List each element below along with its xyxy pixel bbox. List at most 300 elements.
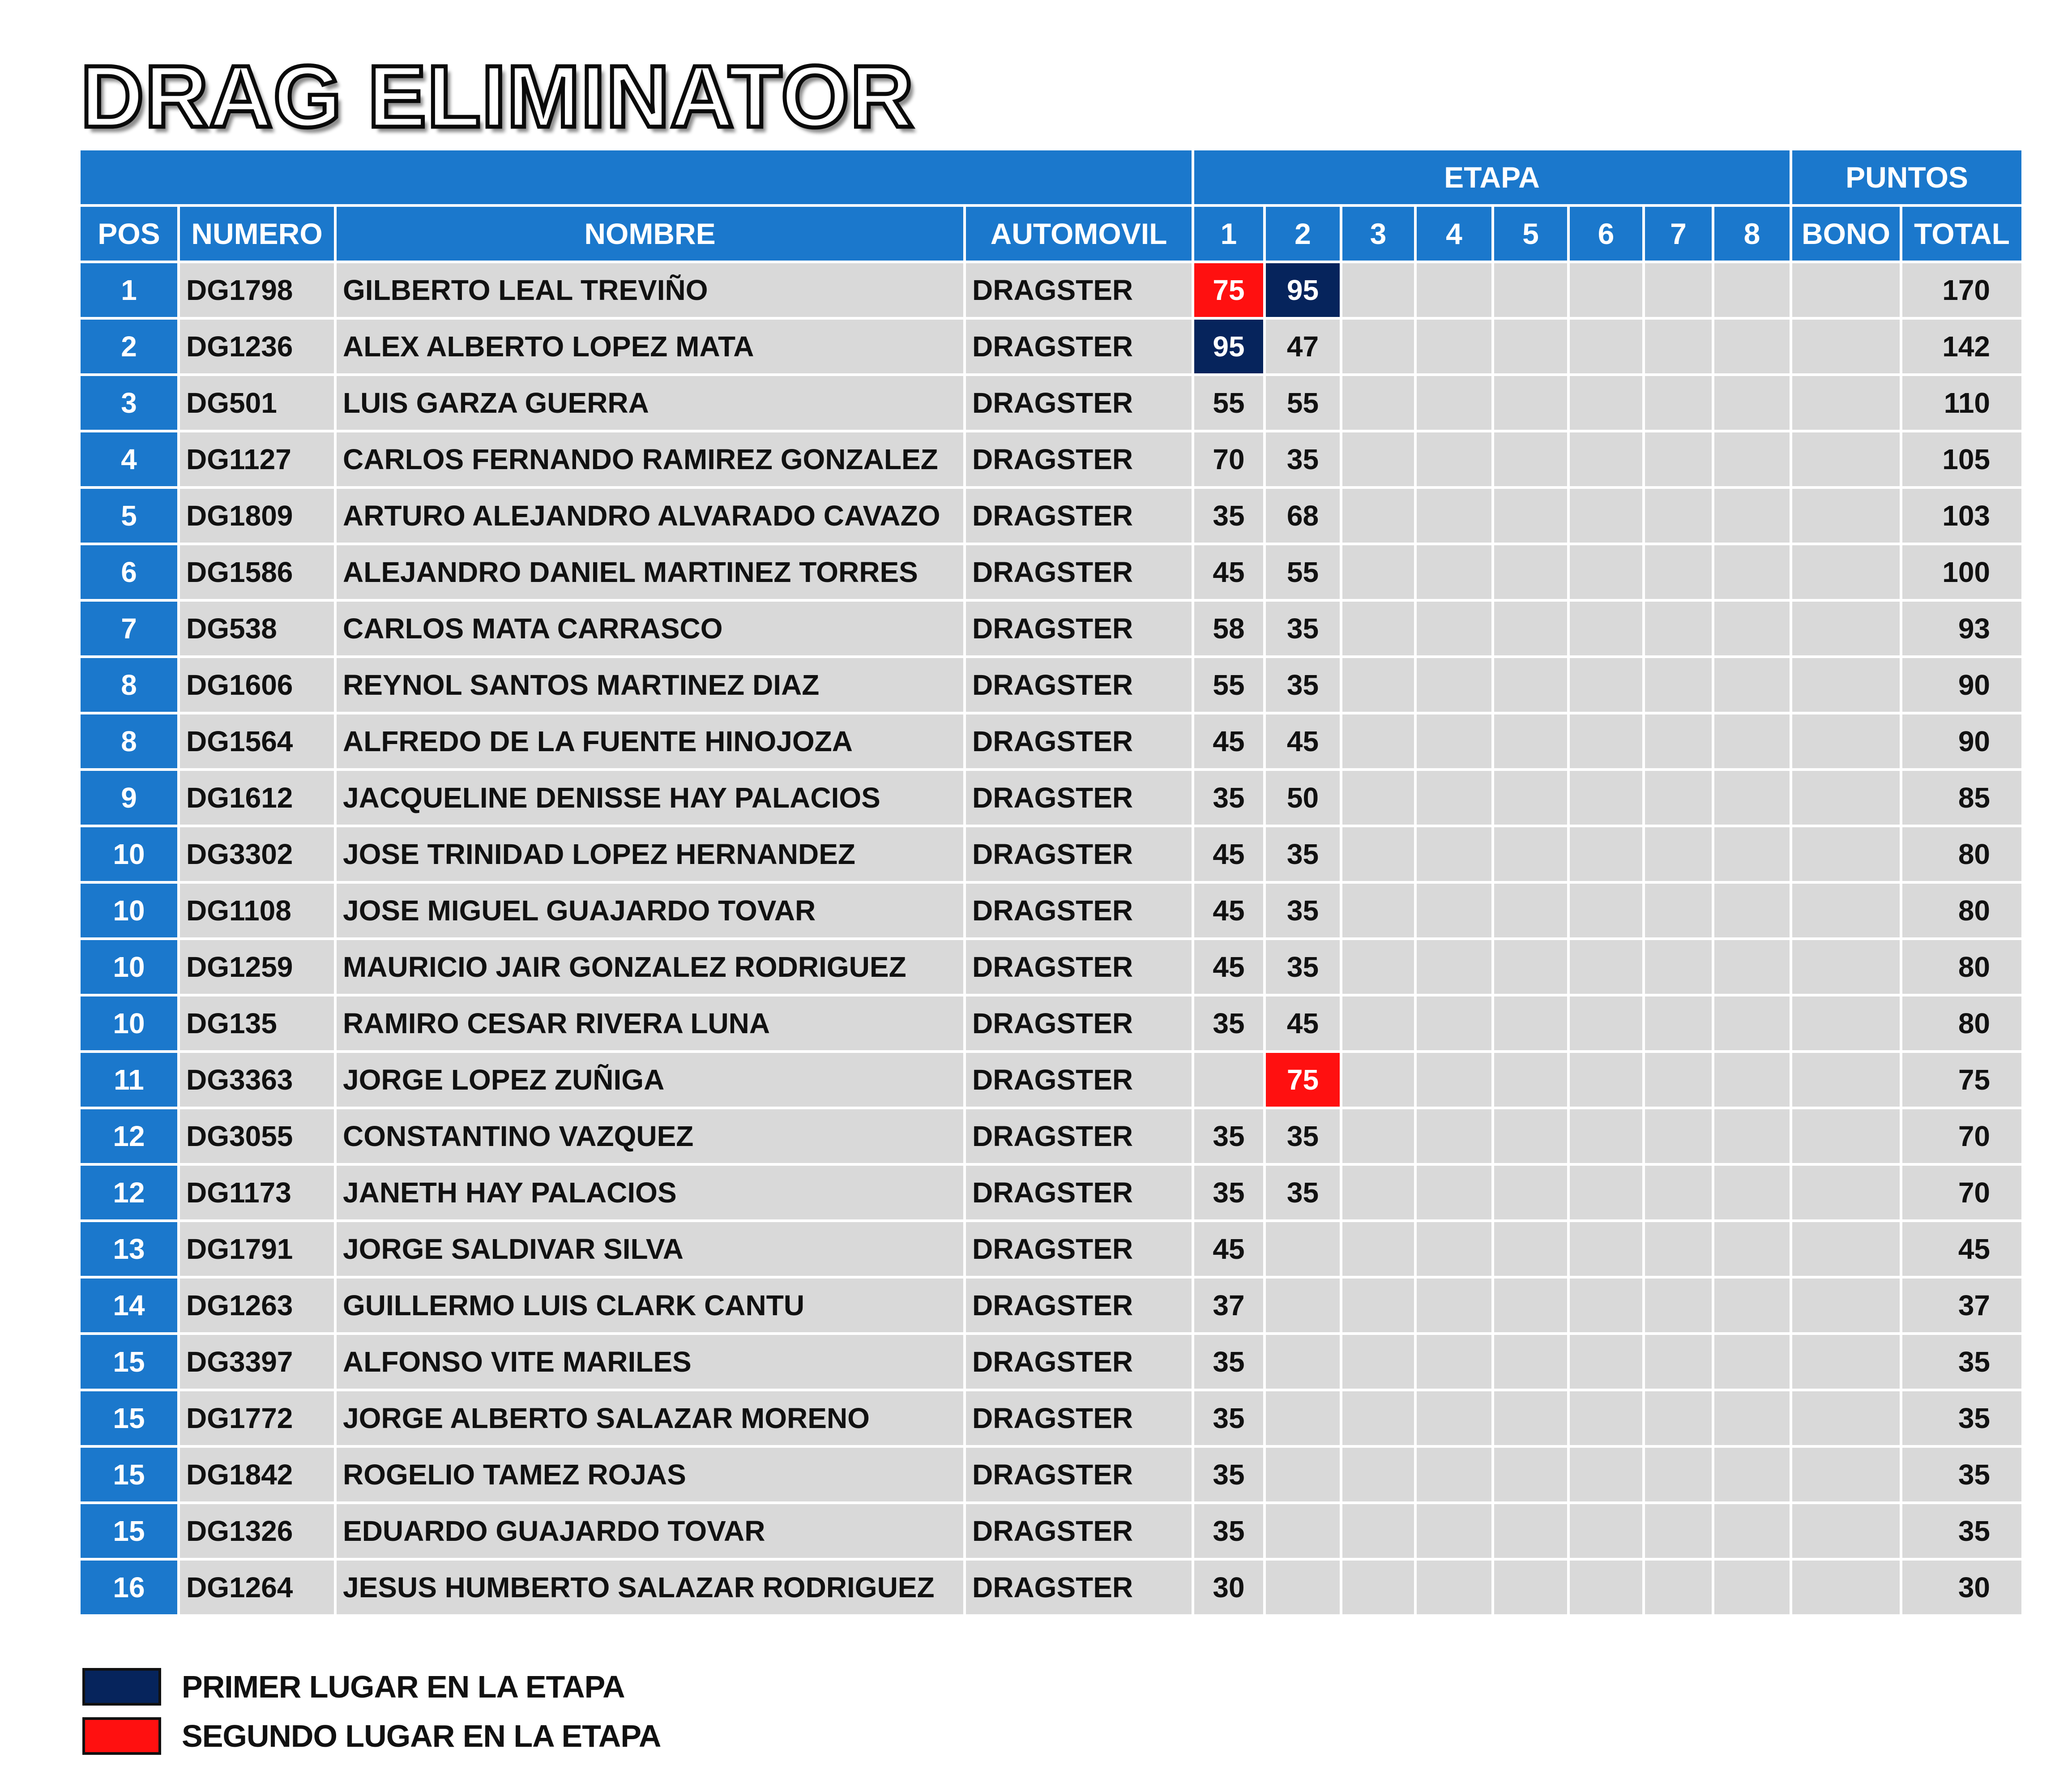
cell-stage-2 bbox=[1266, 1279, 1340, 1332]
cell-stage-1: 58 bbox=[1194, 602, 1263, 655]
cell-automovil: DRAGSTER bbox=[966, 714, 1192, 768]
cell-pos: 15 bbox=[81, 1448, 177, 1501]
table-row bbox=[81, 432, 2021, 486]
cell-stage-4 bbox=[1417, 658, 1491, 712]
cell-stage-1: 35 bbox=[1194, 1448, 1263, 1501]
cell-stage-7 bbox=[1645, 714, 1712, 768]
cell-nombre: JORGE SALDIVAR SILVA bbox=[337, 1222, 963, 1276]
cell-stage-2 bbox=[1266, 1448, 1340, 1501]
cell-stage-2: 35 bbox=[1266, 940, 1340, 994]
cell-nombre: JORGE LOPEZ ZUÑIGA bbox=[337, 1053, 963, 1107]
cell-stage-8 bbox=[1714, 771, 1790, 825]
cell-nombre: ALEJANDRO DANIEL MARTINEZ TORRES bbox=[337, 545, 963, 599]
cell-stage-6 bbox=[1570, 376, 1642, 430]
cell-stage-1: 45 bbox=[1194, 1222, 1263, 1276]
cell-nombre: JOSE TRINIDAD LOPEZ HERNANDEZ bbox=[337, 827, 963, 881]
cell-total: 80 bbox=[1902, 827, 2021, 881]
cell-bono bbox=[1792, 714, 1900, 768]
cell-bono bbox=[1792, 771, 1900, 825]
cell-numero: DG1809 bbox=[180, 489, 334, 543]
cell-stage-7 bbox=[1645, 940, 1712, 994]
legend-label-second: SEGUNDO LUGAR EN LA ETAPA bbox=[182, 1719, 661, 1753]
cell-total: 80 bbox=[1902, 940, 2021, 994]
cell-numero: DG3302 bbox=[180, 827, 334, 881]
cell-numero: DG538 bbox=[180, 602, 334, 655]
cell-nombre: MAURICIO JAIR GONZALEZ RODRIGUEZ bbox=[337, 940, 963, 994]
cell-stage-4 bbox=[1417, 489, 1491, 543]
cell-stage-6 bbox=[1570, 884, 1642, 937]
cell-stage-6 bbox=[1570, 658, 1642, 712]
cell-stage-3 bbox=[1342, 1448, 1414, 1501]
cell-total: 85 bbox=[1902, 771, 2021, 825]
cell-stage-5 bbox=[1494, 1335, 1567, 1389]
cell-stage-6 bbox=[1570, 602, 1642, 655]
cell-stage-6 bbox=[1570, 1166, 1642, 1219]
cell-pos: 15 bbox=[81, 1391, 177, 1445]
cell-stage-4 bbox=[1417, 1335, 1491, 1389]
cell-stage-5 bbox=[1494, 714, 1567, 768]
cell-nombre: GUILLERMO LUIS CLARK CANTU bbox=[337, 1279, 963, 1332]
group-header-row bbox=[81, 150, 2021, 204]
cell-numero: DG1326 bbox=[180, 1504, 334, 1558]
table-row bbox=[81, 1279, 2021, 1332]
cell-pos: 10 bbox=[81, 827, 177, 881]
cell-pos: 8 bbox=[81, 658, 177, 712]
cell-stage-3 bbox=[1342, 1222, 1414, 1276]
col-header-nombre: NOMBRE bbox=[337, 207, 963, 261]
cell-stage-1: 35 bbox=[1194, 1109, 1263, 1163]
cell-total: 45 bbox=[1902, 1222, 2021, 1276]
table-row bbox=[81, 1053, 2021, 1107]
cell-nombre: ARTURO ALEJANDRO ALVARADO CAVAZO bbox=[337, 489, 963, 543]
cell-automovil: DRAGSTER bbox=[966, 827, 1192, 881]
cell-stage-5 bbox=[1494, 1053, 1567, 1107]
cell-stage-7 bbox=[1645, 827, 1712, 881]
cell-stage-8 bbox=[1714, 1504, 1790, 1558]
cell-stage-7 bbox=[1645, 1279, 1712, 1332]
col-header-stage-1: 1 bbox=[1194, 207, 1263, 261]
cell-stage-4 bbox=[1417, 1053, 1491, 1107]
cell-stage-4 bbox=[1417, 376, 1491, 430]
cell-stage-3 bbox=[1342, 714, 1414, 768]
cell-nombre: JOSE MIGUEL GUAJARDO TOVAR bbox=[337, 884, 963, 937]
cell-stage-2: 35 bbox=[1266, 658, 1340, 712]
cell-stage-3 bbox=[1342, 996, 1414, 1050]
cell-stage-7 bbox=[1645, 884, 1712, 937]
cell-stage-5 bbox=[1494, 1279, 1567, 1332]
cell-stage-6 bbox=[1570, 1335, 1642, 1389]
cell-pos: 5 bbox=[81, 489, 177, 543]
cell-total: 35 bbox=[1902, 1335, 2021, 1389]
cell-pos: 9 bbox=[81, 771, 177, 825]
cell-automovil: DRAGSTER bbox=[966, 771, 1192, 825]
cell-automovil: DRAGSTER bbox=[966, 1391, 1192, 1445]
cell-stage-5 bbox=[1494, 1222, 1567, 1276]
cell-stage-8 bbox=[1714, 545, 1790, 599]
cell-pos: 12 bbox=[81, 1166, 177, 1219]
cell-nombre: CARLOS MATA CARRASCO bbox=[337, 602, 963, 655]
cell-stage-5 bbox=[1494, 320, 1567, 373]
cell-stage-3 bbox=[1342, 827, 1414, 881]
cell-stage-5 bbox=[1494, 1504, 1567, 1558]
cell-automovil: DRAGSTER bbox=[966, 1222, 1192, 1276]
cell-numero: DG1127 bbox=[180, 432, 334, 486]
cell-stage-2 bbox=[1266, 1504, 1340, 1558]
cell-stage-3 bbox=[1342, 489, 1414, 543]
cell-bono bbox=[1792, 1109, 1900, 1163]
cell-stage-2: 45 bbox=[1266, 714, 1340, 768]
cell-bono bbox=[1792, 320, 1900, 373]
cell-bono bbox=[1792, 1335, 1900, 1389]
cell-stage-6 bbox=[1570, 1109, 1642, 1163]
cell-numero: DG1236 bbox=[180, 320, 334, 373]
cell-stage-4 bbox=[1417, 1561, 1491, 1614]
cell-stage-6 bbox=[1570, 489, 1642, 543]
cell-bono bbox=[1792, 1391, 1900, 1445]
cell-stage-7 bbox=[1645, 1448, 1712, 1501]
legend-swatch-second bbox=[82, 1717, 161, 1755]
cell-total: 37 bbox=[1902, 1279, 2021, 1332]
cell-stage-1: 45 bbox=[1194, 827, 1263, 881]
cell-stage-7 bbox=[1645, 1053, 1712, 1107]
cell-nombre: JACQUELINE DENISSE HAY PALACIOS bbox=[337, 771, 963, 825]
cell-pos: 7 bbox=[81, 602, 177, 655]
cell-stage-1: 35 bbox=[1194, 489, 1263, 543]
cell-total: 30 bbox=[1902, 1561, 2021, 1614]
cell-automovil: DRAGSTER bbox=[966, 1109, 1192, 1163]
page-title: DRAG ELIMINATOR bbox=[81, 47, 914, 145]
cell-stage-1: 45 bbox=[1194, 714, 1263, 768]
cell-stage-6 bbox=[1570, 827, 1642, 881]
cell-stage-5 bbox=[1494, 1166, 1567, 1219]
cell-total: 70 bbox=[1902, 1166, 2021, 1219]
cell-total: 93 bbox=[1902, 602, 2021, 655]
cell-stage-1: 75 bbox=[1194, 263, 1263, 317]
cell-automovil: DRAGSTER bbox=[966, 1561, 1192, 1614]
table-row bbox=[81, 602, 2021, 655]
table-row bbox=[81, 1166, 2021, 1219]
cell-stage-5 bbox=[1494, 996, 1567, 1050]
cell-stage-1: 95 bbox=[1194, 320, 1263, 373]
cell-stage-6 bbox=[1570, 432, 1642, 486]
col-header-pos: POS bbox=[81, 207, 177, 261]
cell-stage-4 bbox=[1417, 1166, 1491, 1219]
cell-stage-7 bbox=[1645, 489, 1712, 543]
cell-stage-2: 55 bbox=[1266, 376, 1340, 430]
cell-automovil: DRAGSTER bbox=[966, 940, 1192, 994]
cell-stage-4 bbox=[1417, 1222, 1491, 1276]
cell-stage-5 bbox=[1494, 940, 1567, 994]
cell-stage-4 bbox=[1417, 545, 1491, 599]
cell-stage-7 bbox=[1645, 1391, 1712, 1445]
cell-bono bbox=[1792, 1053, 1900, 1107]
cell-stage-4 bbox=[1417, 940, 1491, 994]
cell-automovil: DRAGSTER bbox=[966, 1166, 1192, 1219]
cell-bono bbox=[1792, 545, 1900, 599]
table-row bbox=[81, 376, 2021, 430]
cell-nombre: RAMIRO CESAR RIVERA LUNA bbox=[337, 996, 963, 1050]
cell-stage-8 bbox=[1714, 1222, 1790, 1276]
cell-stage-4 bbox=[1417, 1448, 1491, 1501]
cell-total: 90 bbox=[1902, 658, 2021, 712]
cell-pos: 15 bbox=[81, 1504, 177, 1558]
table-row bbox=[81, 263, 2021, 317]
cell-numero: DG1259 bbox=[180, 940, 334, 994]
cell-stage-3 bbox=[1342, 884, 1414, 937]
cell-stage-3 bbox=[1342, 320, 1414, 373]
cell-pos: 10 bbox=[81, 884, 177, 937]
cell-automovil: DRAGSTER bbox=[966, 1504, 1192, 1558]
cell-stage-4 bbox=[1417, 884, 1491, 937]
cell-nombre: JORGE ALBERTO SALAZAR MORENO bbox=[337, 1391, 963, 1445]
cell-automovil: DRAGSTER bbox=[966, 602, 1192, 655]
cell-stage-5 bbox=[1494, 489, 1567, 543]
cell-automovil: DRAGSTER bbox=[966, 996, 1192, 1050]
table-row bbox=[81, 658, 2021, 712]
cell-stage-2: 35 bbox=[1266, 884, 1340, 937]
cell-stage-7 bbox=[1645, 1166, 1712, 1219]
table-row bbox=[81, 714, 2021, 768]
cell-bono bbox=[1792, 996, 1900, 1050]
standings-table bbox=[78, 148, 2024, 1617]
cell-total: 70 bbox=[1902, 1109, 2021, 1163]
cell-nombre: JESUS HUMBERTO SALAZAR RODRIGUEZ bbox=[337, 1561, 963, 1614]
table-row bbox=[81, 884, 2021, 937]
cell-stage-2: 95 bbox=[1266, 263, 1340, 317]
cell-numero: DG1606 bbox=[180, 658, 334, 712]
cell-stage-6 bbox=[1570, 996, 1642, 1050]
cell-stage-3 bbox=[1342, 1109, 1414, 1163]
cell-stage-1: 35 bbox=[1194, 1335, 1263, 1389]
col-header-bono: BONO bbox=[1792, 207, 1900, 261]
cell-stage-5 bbox=[1494, 1561, 1567, 1614]
cell-stage-4 bbox=[1417, 714, 1491, 768]
cell-nombre: EDUARDO GUAJARDO TOVAR bbox=[337, 1504, 963, 1558]
cell-automovil: DRAGSTER bbox=[966, 263, 1192, 317]
cell-nombre: REYNOL SANTOS MARTINEZ DIAZ bbox=[337, 658, 963, 712]
cell-stage-4 bbox=[1417, 827, 1491, 881]
col-header-automovil: AUTOMOVIL bbox=[966, 207, 1192, 261]
cell-nombre: JANETH HAY PALACIOS bbox=[337, 1166, 963, 1219]
cell-nombre: ROGELIO TAMEZ ROJAS bbox=[337, 1448, 963, 1501]
cell-nombre: GILBERTO LEAL TREVIÑO bbox=[337, 263, 963, 317]
cell-stage-1: 45 bbox=[1194, 940, 1263, 994]
cell-stage-7 bbox=[1645, 545, 1712, 599]
group-header-puntos: PUNTOS bbox=[1792, 150, 2021, 204]
cell-stage-1: 37 bbox=[1194, 1279, 1263, 1332]
cell-stage-8 bbox=[1714, 1448, 1790, 1501]
cell-automovil: DRAGSTER bbox=[966, 320, 1192, 373]
cell-automovil: DRAGSTER bbox=[966, 1279, 1192, 1332]
cell-automovil: DRAGSTER bbox=[966, 376, 1192, 430]
table-row bbox=[81, 1504, 2021, 1558]
cell-bono bbox=[1792, 1448, 1900, 1501]
cell-stage-2: 55 bbox=[1266, 545, 1340, 599]
cell-stage-3 bbox=[1342, 376, 1414, 430]
cell-numero: DG1842 bbox=[180, 1448, 334, 1501]
col-header-stage-3: 3 bbox=[1342, 207, 1414, 261]
table-row bbox=[81, 320, 2021, 373]
cell-stage-8 bbox=[1714, 1053, 1790, 1107]
cell-stage-8 bbox=[1714, 432, 1790, 486]
cell-stage-4 bbox=[1417, 602, 1491, 655]
cell-stage-2: 45 bbox=[1266, 996, 1340, 1050]
cell-total: 142 bbox=[1902, 320, 2021, 373]
cell-pos: 15 bbox=[81, 1335, 177, 1389]
table-row bbox=[81, 827, 2021, 881]
cell-numero: DG1772 bbox=[180, 1391, 334, 1445]
cell-stage-3 bbox=[1342, 1561, 1414, 1614]
cell-total: 80 bbox=[1902, 884, 2021, 937]
col-header-stage-7: 7 bbox=[1645, 207, 1712, 261]
table-row bbox=[81, 1109, 2021, 1163]
cell-stage-6 bbox=[1570, 714, 1642, 768]
cell-numero: DG1263 bbox=[180, 1279, 334, 1332]
table-row bbox=[81, 940, 2021, 994]
cell-numero: DG1108 bbox=[180, 884, 334, 937]
cell-stage-4 bbox=[1417, 320, 1491, 373]
cell-numero: DG3363 bbox=[180, 1053, 334, 1107]
cell-stage-2: 35 bbox=[1266, 827, 1340, 881]
cell-stage-2 bbox=[1266, 1391, 1340, 1445]
cell-total: 105 bbox=[1902, 432, 2021, 486]
cell-stage-2 bbox=[1266, 1222, 1340, 1276]
col-header-total: TOTAL bbox=[1902, 207, 2021, 261]
cell-pos: 14 bbox=[81, 1279, 177, 1332]
cell-stage-6 bbox=[1570, 771, 1642, 825]
cell-stage-7 bbox=[1645, 996, 1712, 1050]
table-row bbox=[81, 1391, 2021, 1445]
cell-stage-5 bbox=[1494, 771, 1567, 825]
cell-stage-1: 55 bbox=[1194, 658, 1263, 712]
cell-stage-8 bbox=[1714, 1335, 1790, 1389]
cell-stage-5 bbox=[1494, 263, 1567, 317]
cell-numero: DG1564 bbox=[180, 714, 334, 768]
cell-total: 35 bbox=[1902, 1448, 2021, 1501]
cell-numero: DG501 bbox=[180, 376, 334, 430]
cell-pos: 4 bbox=[81, 432, 177, 486]
cell-stage-4 bbox=[1417, 1109, 1491, 1163]
cell-nombre: ALFONSO VITE MARILES bbox=[337, 1335, 963, 1389]
cell-stage-5 bbox=[1494, 432, 1567, 486]
cell-stage-5 bbox=[1494, 658, 1567, 712]
cell-pos: 11 bbox=[81, 1053, 177, 1107]
cell-stage-2: 35 bbox=[1266, 1166, 1340, 1219]
cell-stage-1 bbox=[1194, 1053, 1263, 1107]
cell-stage-8 bbox=[1714, 996, 1790, 1050]
group-header-etapa: ETAPA bbox=[1194, 150, 1790, 204]
cell-nombre: CARLOS FERNANDO RAMIREZ GONZALEZ bbox=[337, 432, 963, 486]
cell-nombre: ALEX ALBERTO LOPEZ MATA bbox=[337, 320, 963, 373]
cell-pos: 8 bbox=[81, 714, 177, 768]
cell-nombre: LUIS GARZA GUERRA bbox=[337, 376, 963, 430]
cell-pos: 12 bbox=[81, 1109, 177, 1163]
cell-stage-4 bbox=[1417, 432, 1491, 486]
cell-stage-7 bbox=[1645, 376, 1712, 430]
cell-automovil: DRAGSTER bbox=[966, 1053, 1192, 1107]
cell-stage-5 bbox=[1494, 827, 1567, 881]
cell-stage-7 bbox=[1645, 1109, 1712, 1163]
cell-bono bbox=[1792, 489, 1900, 543]
cell-bono bbox=[1792, 1222, 1900, 1276]
cell-nombre: CONSTANTINO VAZQUEZ bbox=[337, 1109, 963, 1163]
cell-stage-8 bbox=[1714, 1166, 1790, 1219]
cell-stage-3 bbox=[1342, 658, 1414, 712]
cell-pos: 3 bbox=[81, 376, 177, 430]
cell-stage-8 bbox=[1714, 658, 1790, 712]
cell-stage-8 bbox=[1714, 1561, 1790, 1614]
cell-stage-6 bbox=[1570, 940, 1642, 994]
cell-stage-3 bbox=[1342, 602, 1414, 655]
cell-numero: DG135 bbox=[180, 996, 334, 1050]
cell-stage-1: 35 bbox=[1194, 1166, 1263, 1219]
legend-swatch-first bbox=[82, 1668, 161, 1706]
cell-automovil: DRAGSTER bbox=[966, 545, 1192, 599]
cell-pos: 1 bbox=[81, 263, 177, 317]
cell-stage-5 bbox=[1494, 1448, 1567, 1501]
cell-stage-6 bbox=[1570, 1279, 1642, 1332]
cell-stage-3 bbox=[1342, 1391, 1414, 1445]
cell-stage-2: 35 bbox=[1266, 432, 1340, 486]
cell-numero: DG1612 bbox=[180, 771, 334, 825]
cell-stage-4 bbox=[1417, 771, 1491, 825]
cell-bono bbox=[1792, 1166, 1900, 1219]
cell-stage-2: 75 bbox=[1266, 1053, 1340, 1107]
cell-stage-7 bbox=[1645, 658, 1712, 712]
cell-bono bbox=[1792, 827, 1900, 881]
cell-bono bbox=[1792, 376, 1900, 430]
cell-stage-2: 68 bbox=[1266, 489, 1340, 543]
col-header-stage-5: 5 bbox=[1494, 207, 1567, 261]
cell-automovil: DRAGSTER bbox=[966, 884, 1192, 937]
cell-stage-1: 35 bbox=[1194, 996, 1263, 1050]
cell-automovil: DRAGSTER bbox=[966, 658, 1192, 712]
cell-numero: DG1173 bbox=[180, 1166, 334, 1219]
cell-automovil: DRAGSTER bbox=[966, 1335, 1192, 1389]
cell-stage-7 bbox=[1645, 1561, 1712, 1614]
cell-stage-5 bbox=[1494, 602, 1567, 655]
table-row bbox=[81, 771, 2021, 825]
cell-stage-7 bbox=[1645, 263, 1712, 317]
cell-stage-1: 45 bbox=[1194, 545, 1263, 599]
cell-numero: DG3055 bbox=[180, 1109, 334, 1163]
cell-stage-3 bbox=[1342, 1335, 1414, 1389]
cell-stage-7 bbox=[1645, 1222, 1712, 1276]
cell-stage-7 bbox=[1645, 320, 1712, 373]
table-row bbox=[81, 1561, 2021, 1614]
cell-stage-8 bbox=[1714, 263, 1790, 317]
cell-stage-8 bbox=[1714, 940, 1790, 994]
cell-total: 75 bbox=[1902, 1053, 2021, 1107]
cell-stage-6 bbox=[1570, 1448, 1642, 1501]
table-row bbox=[81, 1335, 2021, 1389]
cell-total: 35 bbox=[1902, 1504, 2021, 1558]
cell-stage-6 bbox=[1570, 1053, 1642, 1107]
cell-stage-7 bbox=[1645, 1504, 1712, 1558]
cell-stage-8 bbox=[1714, 714, 1790, 768]
cell-stage-8 bbox=[1714, 489, 1790, 543]
cell-stage-8 bbox=[1714, 884, 1790, 937]
cell-numero: DG1798 bbox=[180, 263, 334, 317]
cell-pos: 13 bbox=[81, 1222, 177, 1276]
cell-stage-6 bbox=[1570, 1222, 1642, 1276]
cell-stage-8 bbox=[1714, 1279, 1790, 1332]
cell-stage-4 bbox=[1417, 263, 1491, 317]
cell-stage-7 bbox=[1645, 1335, 1712, 1389]
legend-label-first: PRIMER LUGAR EN LA ETAPA bbox=[182, 1669, 625, 1704]
cell-bono bbox=[1792, 1279, 1900, 1332]
cell-numero: DG1264 bbox=[180, 1561, 334, 1614]
